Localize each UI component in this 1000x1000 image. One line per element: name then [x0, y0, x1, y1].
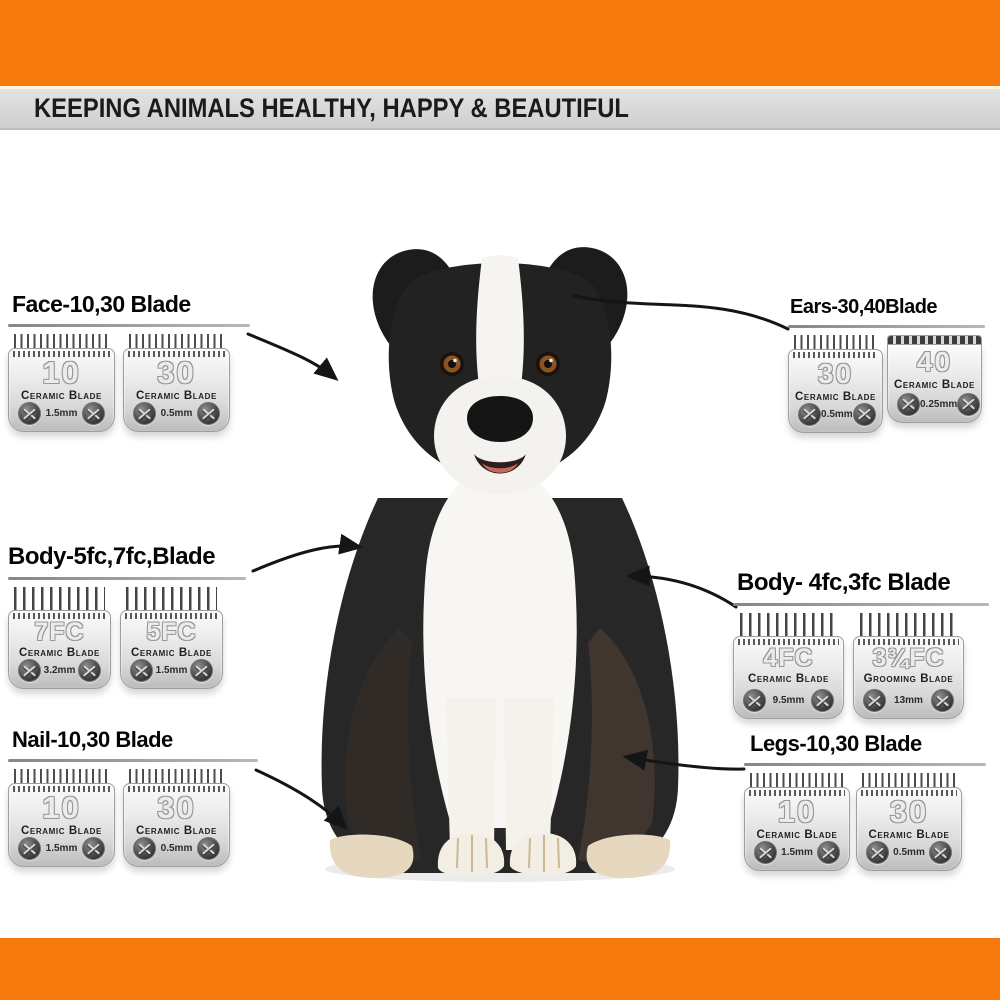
blade-teeth: [860, 613, 958, 637]
screw-icon: [190, 659, 213, 682]
blade-teeth: [14, 769, 108, 784]
dog-front-leg-left: [446, 698, 496, 850]
blade-size: 1.5mm: [45, 408, 78, 420]
blade-10: [8, 334, 115, 424]
screw-icon: [82, 402, 105, 425]
screw-icon: [82, 837, 105, 860]
screw-icon: [130, 659, 153, 682]
blade-number: 10: [777, 794, 817, 830]
blade-type-label: Ceramic Blade: [131, 647, 212, 660]
group-legs-label: Legs-10,30 Blade: [750, 731, 922, 756]
blade-teeth: [14, 587, 105, 611]
blade-type-label: Grooming Blade: [863, 673, 954, 686]
dog-nose: [467, 396, 533, 442]
blade-type-label: Ceramic Blade: [756, 829, 838, 842]
group-ears-label: Ears-30,40Blade: [790, 296, 938, 318]
top-orange-bar: [0, 0, 1000, 89]
bottom-orange-bar: [0, 938, 1000, 1000]
screw-icon: [853, 403, 876, 426]
screw-icon: [754, 841, 777, 864]
blade-5fc: [120, 587, 223, 687]
group-ears-underline: [788, 325, 985, 328]
group-ears: [788, 296, 985, 423]
blade-number: 4FC: [763, 644, 814, 673]
blade-teeth: [126, 587, 217, 611]
screw-icon: [811, 689, 834, 712]
blade-10: [744, 773, 850, 863]
blade-number: 40: [916, 346, 953, 377]
group-nail-label: Nail-10,30 Blade: [12, 727, 173, 752]
blade-size: 13mm: [894, 695, 923, 707]
blade-size: 0.5mm: [160, 843, 193, 855]
blade-number: 30: [157, 790, 196, 826]
screw-icon: [18, 659, 41, 682]
blade-30: [123, 334, 230, 424]
screw-icon: [197, 837, 220, 860]
blade-30: [123, 769, 230, 861]
blade-type-label: Ceramic Blade: [21, 825, 102, 838]
group-body-right-label: Body- 4fc,3fc Blade: [737, 569, 951, 596]
blade-teeth: [129, 334, 223, 349]
blade-number: 10: [42, 355, 81, 391]
blade-size: 1.5mm: [781, 847, 813, 859]
group-nail: [8, 728, 258, 861]
screw-icon: [798, 403, 821, 426]
screw-icon: [957, 393, 980, 416]
screw-icon: [78, 659, 101, 682]
group-body-right-underline: [733, 603, 989, 606]
blade-30: [788, 335, 883, 423]
blade-type-label: Ceramic Blade: [748, 673, 829, 686]
dog-chest: [423, 463, 576, 828]
screw-icon: [866, 841, 889, 864]
blade-teeth: [862, 773, 955, 788]
blade-size: 0.5mm: [821, 409, 853, 420]
group-body-left-label: Body-5fc,7fc,Blade: [8, 543, 216, 570]
banner-title: KEEPING ANIMALS HEALTHY, HAPPY & BEAUTIFUL: [34, 93, 629, 123]
screw-icon: [931, 689, 954, 712]
blade-number: 7FC: [34, 618, 85, 647]
blade-type-label: Ceramic Blade: [136, 825, 217, 838]
blade-number: 30: [889, 794, 929, 830]
screw-icon: [817, 841, 840, 864]
blade-type-label: Ceramic Blade: [868, 829, 950, 842]
blade-teeth: [129, 769, 223, 784]
screw-icon: [929, 841, 952, 864]
banner: [0, 89, 1000, 130]
blade-size: 0.5mm: [893, 847, 925, 859]
blade-size: 1.5mm: [155, 665, 188, 677]
group-face-label: Face-10,30 Blade: [12, 291, 191, 317]
group-body-left: [8, 544, 246, 687]
group-legs-underline: [744, 763, 986, 766]
blade-type-label: Ceramic Blade: [19, 647, 100, 660]
blade-7fc: [8, 587, 111, 687]
blade-size: 3.2mm: [43, 665, 76, 677]
screw-icon: [897, 393, 920, 416]
group-face-underline: [8, 324, 250, 327]
blade-number: 3¾FC: [872, 644, 945, 673]
group-legs: [744, 732, 986, 863]
blade-teeth: [750, 773, 843, 788]
dog-blaze: [476, 255, 524, 386]
screw-icon: [18, 402, 41, 425]
blade-type-label: Ceramic Blade: [21, 390, 102, 403]
group-face: [8, 292, 250, 424]
group-body-right: [733, 570, 989, 719]
blade-number: 30: [817, 358, 854, 389]
blade-teeth: [740, 613, 838, 637]
blade-4fc: [733, 613, 844, 719]
blade-size: 9.5mm: [772, 695, 805, 707]
screw-icon: [197, 402, 220, 425]
blade-10: [8, 769, 115, 861]
screw-icon: [18, 837, 41, 860]
dog-photo: [300, 228, 700, 888]
blade-number: 10: [42, 790, 81, 826]
screw-icon: [133, 837, 156, 860]
screw-icon: [863, 689, 886, 712]
blade-size: 1.5mm: [45, 843, 78, 855]
group-nail-underline: [8, 759, 258, 762]
blade-teeth: [14, 334, 108, 349]
blade-type-label: Ceramic Blade: [894, 379, 975, 391]
blade-teeth: [794, 335, 878, 350]
blade-size: 0.5mm: [160, 408, 193, 420]
screw-icon: [133, 402, 156, 425]
blade-3-3-4fc: [853, 613, 964, 719]
blade-type-label: Ceramic Blade: [795, 391, 876, 403]
screw-icon: [743, 689, 766, 712]
blade-40: [887, 335, 982, 423]
group-body-left-underline: [8, 577, 246, 580]
blade-type-label: Ceramic Blade: [136, 390, 217, 403]
blade-number: 30: [157, 355, 196, 391]
blade-size: 0.25mm: [920, 399, 958, 410]
dog-front-leg-right: [504, 698, 554, 850]
blade-number: 5FC: [146, 618, 197, 647]
blade-30: [856, 773, 962, 863]
